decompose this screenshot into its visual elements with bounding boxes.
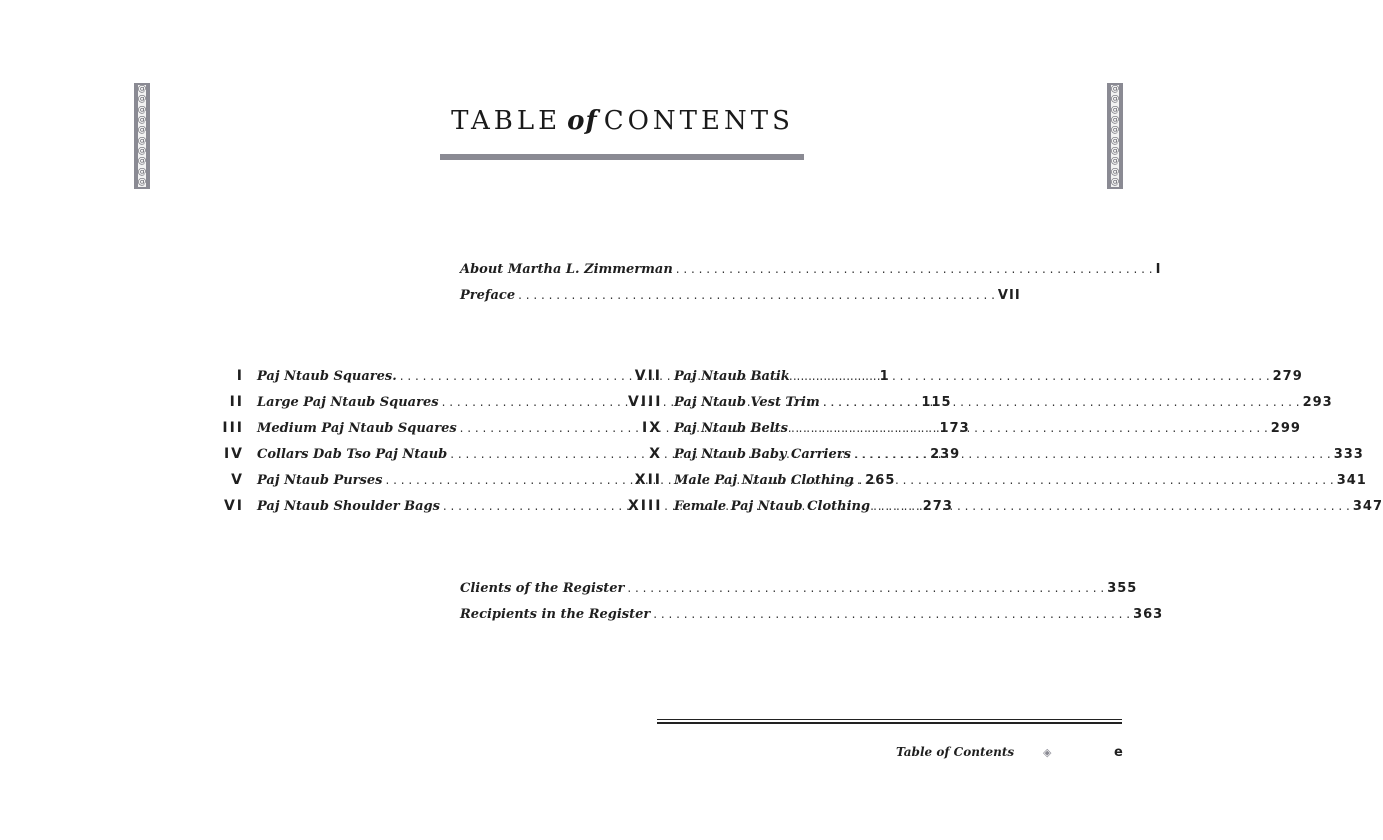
toc-entry-chapter[interactable] — [674, 367, 1303, 386]
dot-leader — [857, 471, 1334, 489]
chapter-numeral: XII — [634, 472, 662, 488]
dot-leader — [823, 393, 1300, 411]
chapter-numeral: VI — [223, 498, 244, 514]
chapter-numeral: VII — [634, 368, 662, 384]
toc-entry-page: 363 — [1133, 607, 1164, 622]
toc-entry-label: Clients of the Register — [460, 581, 625, 596]
chapter-numeral: VIII — [628, 394, 663, 410]
toc-entry-label: Paj Ntaub Baby Carriers — [674, 447, 851, 462]
toc-entry-chapter[interactable] — [674, 471, 1367, 490]
chapter-numeral: IV — [223, 446, 244, 462]
toc-entry-label: Collars Dab Tso Paj Ntaub — [257, 447, 448, 462]
right-border-ornament — [1107, 83, 1123, 189]
toc-entry-chapter[interactable] — [674, 497, 1383, 516]
toc-entry-page: 299 — [1270, 421, 1301, 436]
toc-entry-chapter[interactable] — [674, 445, 1364, 464]
title-of: of — [567, 106, 598, 136]
toc-entry-label: Paj Ntaub Belts — [674, 421, 788, 436]
toc-entry-page: 341 — [1336, 473, 1367, 488]
dot-leader — [791, 419, 1268, 437]
toc-entry-page: 173 — [939, 421, 970, 436]
toc-entry-label: Male Paj Ntaub Clothing — [674, 473, 854, 488]
toc-entry-label: Female Paj Ntaub Clothing — [674, 499, 871, 514]
toc-entry-page: 273 — [922, 499, 953, 514]
toc-entry-chapter[interactable] — [674, 419, 1301, 438]
dot-leader — [653, 605, 1130, 623]
dot-leader — [873, 497, 1350, 515]
toc-entry-page: 333 — [1333, 447, 1364, 462]
left-border-ornament — [134, 83, 150, 189]
toc-entry-label: Paj Ntaub Squares. — [257, 369, 397, 384]
toc-entry-page: 239 — [930, 447, 961, 462]
toc-entry-page: I — [1155, 262, 1162, 277]
title-post: CONTENTS — [603, 106, 794, 136]
toc-entry-page: 293 — [1302, 395, 1333, 410]
footer-rule — [657, 719, 1122, 720]
toc-entry-page: VII — [997, 288, 1021, 303]
toc-entry-label: Large Paj Ntaub Squares — [257, 395, 439, 410]
toc-entry-page: 347 — [1352, 499, 1383, 514]
chapter-numeral: IX — [641, 420, 662, 436]
chapter-numeral: I — [236, 368, 244, 384]
footer-section-title: Table of Contents — [896, 745, 1015, 759]
toc-entry-label: Paj Ntaub Vest Trim — [674, 395, 820, 410]
title-pre: TABLE — [451, 106, 562, 136]
chapter-numeral: V — [231, 472, 244, 488]
toc-entry-chapter[interactable] — [674, 393, 1333, 412]
toc-entry-page: 265 — [865, 473, 896, 488]
toc-entry-label: Paj Ntaub Shoulder Bags — [257, 499, 440, 514]
toc-entry-recipients[interactable] — [460, 605, 1164, 624]
toc-entry-label: Paj Ntaub Purses — [257, 473, 383, 488]
footer-page-number: e — [1114, 745, 1123, 760]
dot-leader — [627, 579, 1104, 597]
toc-entry-label: Recipients in the Register — [460, 607, 651, 622]
dot-leader — [676, 260, 1153, 278]
footer-rule-thick — [657, 722, 1122, 724]
toc-entry-about[interactable] — [460, 260, 1162, 279]
diamond-ornament-icon: ◈ — [1043, 746, 1052, 759]
title-underline — [440, 154, 804, 160]
toc-entry-label: Medium Paj Ntaub Squares — [257, 421, 457, 436]
left-spiral-pattern: @ @ @ @ @ @ @ @ @ @ — [137, 84, 147, 187]
right-spiral-pattern: @ @ @ @ @ @ @ @ @ @ — [1110, 84, 1120, 187]
toc-entry-preface[interactable] — [460, 286, 1021, 305]
chapter-numeral: X — [649, 446, 662, 462]
toc-entry-label: Preface — [460, 288, 516, 303]
dot-leader — [854, 445, 1331, 463]
toc-entry-page: 355 — [1107, 581, 1138, 596]
toc-entry-page: 279 — [1272, 369, 1303, 384]
dot-leader — [518, 286, 995, 304]
dot-leader — [793, 367, 1270, 385]
chapter-numeral: XIII — [628, 498, 663, 514]
toc-entry-clients[interactable] — [460, 579, 1138, 598]
chapter-numeral: III — [222, 420, 244, 436]
toc-entry-label: Paj Ntaub Batik — [674, 369, 790, 384]
toc-entry-label: About Martha L. Zimmerman — [460, 262, 673, 277]
toc-entry-page: 115 — [921, 395, 952, 410]
chapter-numeral: II — [229, 394, 244, 410]
toc-entry-page: 1 — [879, 369, 890, 384]
page-title — [0, 106, 1245, 136]
